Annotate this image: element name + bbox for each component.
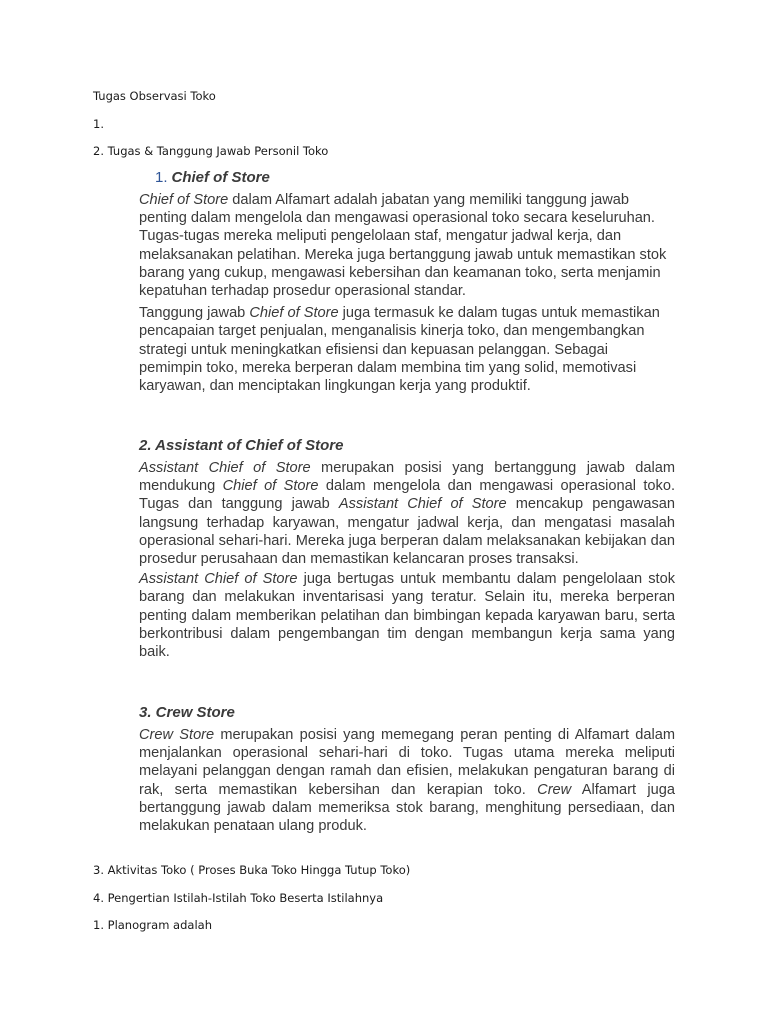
paragraph	[139, 570, 675, 661]
list-item-1: 1.	[93, 117, 104, 131]
section-heading-crew: 3. Crew Store	[139, 704, 235, 721]
list-item-2: 2. Tugas & Tanggung Jawab Personil Toko	[93, 144, 329, 158]
paragraph-text: merupakan posisi yang bertanggung jawab dalam mendukung	[139, 460, 676, 495]
emphasis-text: Crew	[537, 781, 572, 798]
emphasis-text: Assistant Chief of Store	[338, 496, 507, 513]
paragraph-text: Alfamart juga bertanggung jawab dalam memeriksa stok barang, menghitung persediaan, dan melakukan penataan ulang produk.	[139, 781, 676, 835]
document-title: Tugas Observasi Toko	[93, 89, 216, 103]
paragraph-text: juga bertugas untuk membantu dalam pengelolaan stok barang dan melakukan inventarisasi yang teratur. Selain itu, mereka berperan penting dalam memberikan pelatihan dan bimbingan kepada karyawan baru, serta berkontribusi dalam pengembangan tim dengan membangun kerja sama yang baik.	[139, 571, 675, 661]
section-chief-of-store	[139, 169, 675, 395]
paragraph	[139, 459, 675, 568]
emphasis-text: Assistant Chief of Store	[139, 571, 298, 588]
section-heading-text: Chief of Store	[171, 169, 270, 186]
paragraph	[139, 726, 675, 835]
emphasis-text: Chief of Store	[222, 478, 319, 495]
section-number: 1.	[155, 169, 168, 186]
list-item-3: 3. Aktivitas Toko ( Proses Buka Toko Hingga Tutup Toko)	[93, 863, 411, 877]
section-heading-assistant: 2. Assistant of Chief of Store	[139, 437, 344, 454]
paragraph-text: juga termasuk ke dalam tugas untuk memastikan pencapaian target penjualan, menganalisis kinerja toko, dan mengembangkan strategi untuk meningkatkan efisiensi dan kepuasan pelanggan. Sebagai pemimpin toko, mereka berperan dalam membina tim yang solid, memotivasi karyawan, dan menciptakan lingkungan kerja yang produktif.	[139, 305, 660, 395]
paragraph-text: dalam Alfamart adalah jabatan yang memiliki tanggung jawab penting dalam mengelola dan mengawasi operasional toko secara keseluruhan. Tugas-tugas mereka meliputi pengelolaan staf, mengatur jadwal kerja, dan melaksanakan pelatihan. Mereka juga bertanggung jawab untuk memastikan stok barang yang cukup, mengawasi kebersihan dan keamanan toko, serta menjamin kepatuhan terhadap prosedur operasional standar.	[139, 192, 667, 300]
list-item-5: 1. Planogram adalah	[93, 918, 212, 932]
list-item-4: 4. Pengertian Istilah-Istilah Toko Beserta Istilahnya	[93, 891, 384, 905]
emphasis-text: Chief of Store	[139, 192, 229, 208]
emphasis-text: Crew Store	[139, 727, 215, 743]
section-crew-store	[139, 704, 675, 835]
paragraph	[139, 304, 675, 395]
section-heading-chief	[155, 169, 675, 187]
paragraph-text: Tanggung jawab	[139, 305, 250, 322]
paragraph-text: merupakan posisi yang memegang peran penting di Alfamart dalam menjalankan operasional sehari-hari di toko. Tugas utama mereka meliputi melayani pelanggan dengan ramah dan efisien, melakukan pengaturan barang di rak, serta memastikan kebersihan dan kerapian toko.	[139, 727, 676, 798]
paragraph	[139, 191, 675, 300]
section-assistant-chief	[139, 437, 675, 661]
emphasis-text: Chief of Store	[249, 305, 339, 322]
paragraph-text: mencakup pengawasan langsung terhadap karyawan, mengatur jadwal kerja, dan mengatasi masalah operasional sehari-hari. Mereka juga berperan dalam melaksanakan kebijakan dan prosedur perusahaan dan memastikan kelancaran proses transaksi.	[139, 496, 676, 568]
paragraph-text: dalam mengelola dan mengawasi operasional toko. Tugas dan tanggung jawab	[139, 478, 675, 513]
emphasis-text: Assistant Chief of Store	[139, 460, 311, 476]
